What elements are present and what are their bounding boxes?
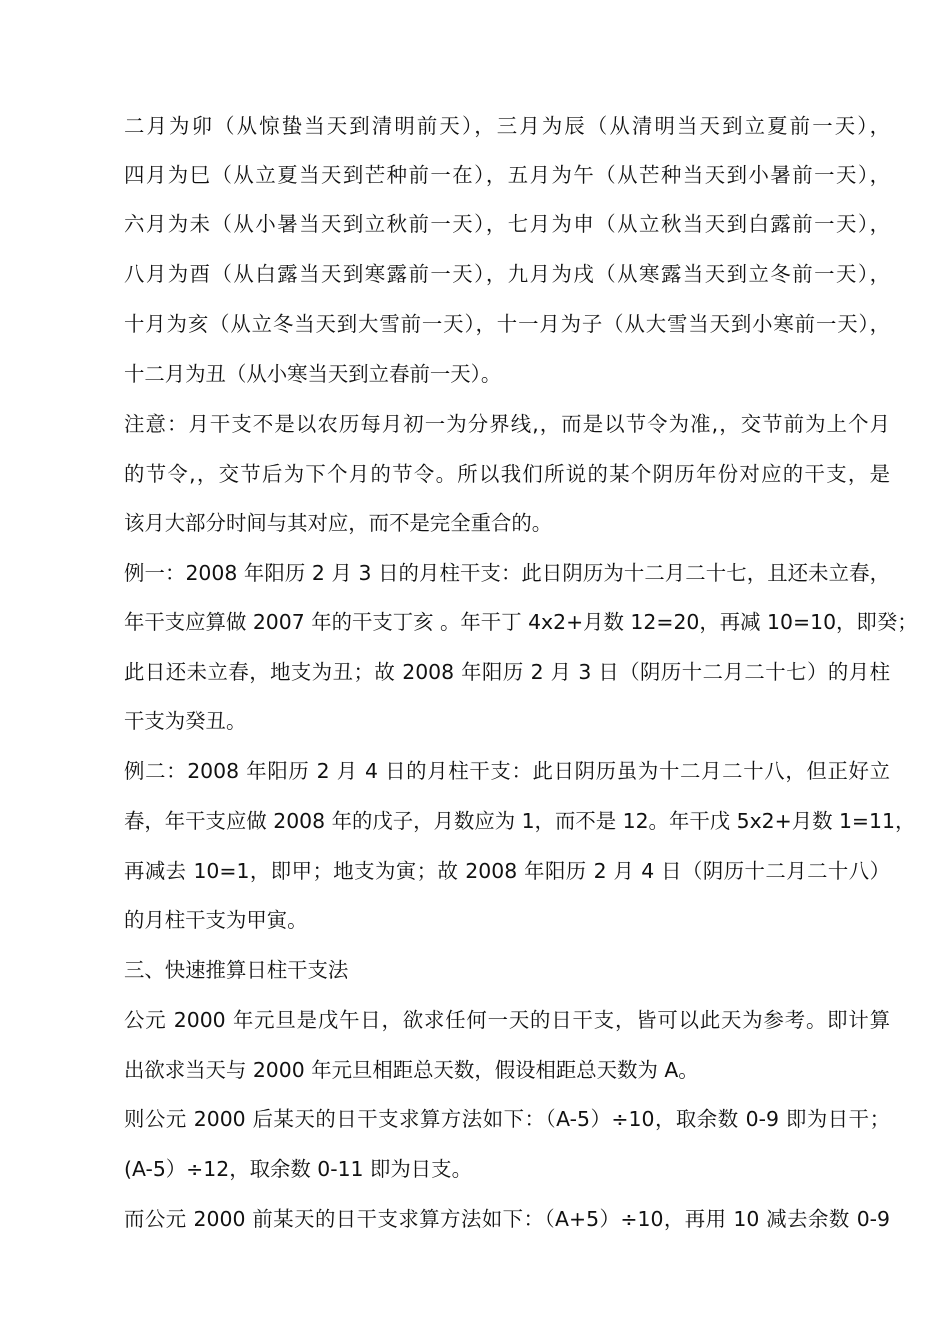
text-line: 春，年干支应做 2008 年的戊子，月数应为 1，而不是 12。年干戊 5x2+月数 1=11， [124,809,916,833]
text-line: 十月为亥（从立冬当天到大雪前一天），十一月为子（从大雪当天到小寒前一天）， [124,312,890,336]
text-line: 八月为酉（从白露当天到寒露前一天），九月为戌（从寒露当天到立冬前一天）， [124,262,890,286]
text-line: 此日还未立春，地支为丑；故 2008 年阳历 2 月 3 日（阴历十二月二十七）的月柱 [124,660,890,684]
section-heading: 三、快速推算日柱干支法 [124,958,349,982]
text-line: 十二月为丑（从小寒当天到立春前一天）。 [124,362,502,386]
text-line: (A-5）÷12，取余数 0-11 即为日支。 [124,1157,472,1181]
text-line: 六月为未（从小暑当天到立秋前一天），七月为申（从立秋当天到白露前一天）， [124,212,890,236]
text-line: 的节令,，交节后为下个月的节令。所以我们所说的某个阴历年份对应的干支，是 [124,462,890,486]
text-line: 二月为卯（从惊蛰当天到清明前天），三月为辰（从清明当天到立夏前一天）， [124,114,890,138]
text-line: 年干支应算做 2007 年的干支丁亥 。年干丁 4x2+月数 12=20，再减 10=10，即癸； [124,610,918,634]
text-line: 的月柱干支为甲寅。 [124,908,308,932]
text-line: 再减去 10=1，即甲；地支为寅；故 2008 年阳历 2 月 4 日（阴历十二月二十八） [124,859,890,883]
text-line: 干支为癸丑。 [124,709,247,733]
text-line: 注意：月干支不是以农历每月初一为分界线,，而是以节令为准,，交节前为上个月 [124,412,890,436]
text-line: 公元 2000 年元旦是戊午日，欲求任何一天的日干支，皆可以此天为参考。即计算 [124,1008,890,1032]
text-line: 例一：2008 年阳历 2 月 3 日的月柱干支：此日阴历为十二月二十七，且还未立春， [124,561,890,585]
text-line: 该月大部分时间与其对应，而不是完全重合的。 [124,511,553,535]
text-line: 则公元 2000 后某天的日干支求算方法如下：（A-5）÷10，取余数 0-9 即为日干； [124,1107,890,1131]
text-line: 例二：2008 年阳历 2 月 4 日的月柱干支：此日阴历虽为十二月二十八，但正好立 [124,759,890,783]
text-line: 四月为巳（从立夏当天到芒种前一在），五月为午（从芒种当天到小暑前一天）， [124,163,890,187]
text-line: 出欲求当天与 2000 年元旦相距总天数，假设相距总天数为 A。 [124,1058,699,1082]
text-line: 而公元 2000 前某天的日干支求算方法如下：（A+5）÷10，再用 10 减去余数 0-9 [124,1207,890,1231]
